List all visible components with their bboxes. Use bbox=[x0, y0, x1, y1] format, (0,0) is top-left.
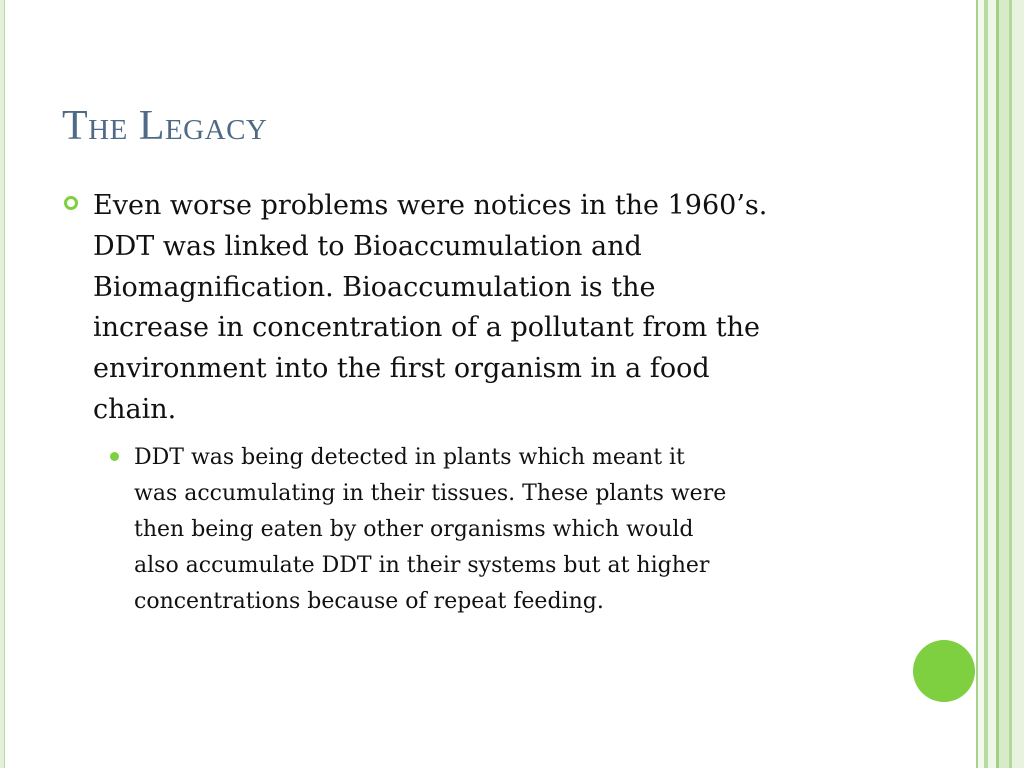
main-bullet-line: DDT was linked to Bioaccumulation and bbox=[93, 230, 642, 262]
main-bullet-line: Biomagnification. Bioaccumulation is the bbox=[93, 271, 656, 303]
sub-bullet-text bbox=[134, 440, 884, 620]
sub-bullet-line: also accumulate DDT in their systems but at higher bbox=[134, 553, 710, 578]
right-stripe-decoration bbox=[988, 0, 996, 768]
main-bullet-line: environment into the first organism in a food bbox=[93, 353, 710, 385]
left-border-decoration bbox=[0, 0, 4, 768]
sub-bullet-line: concentrations because of repeat feeding. bbox=[134, 589, 604, 614]
main-bullet-line: increase in concentration of a pollutant from the bbox=[93, 312, 761, 344]
sub-bullet-line: DDT was being detected in plants which meant it bbox=[134, 445, 685, 470]
main-bullet-line: Even worse problems were notices in the 1960’s. bbox=[93, 190, 768, 221]
right-stripe-decoration bbox=[999, 0, 1009, 768]
dot-bullet-icon bbox=[110, 452, 119, 461]
main-bullet-line: chain. bbox=[93, 393, 177, 425]
sub-bullet-line: was accumulating in their tissues. These plants were bbox=[134, 481, 727, 506]
green-circle-decoration bbox=[913, 640, 975, 702]
slide-title: The Legacy bbox=[62, 103, 268, 149]
main-bullet-text bbox=[93, 186, 883, 431]
ring-bullet-icon bbox=[64, 196, 78, 210]
right-stripe-decoration bbox=[1012, 0, 1024, 768]
sub-bullet-line: then being eaten by other organisms which would bbox=[134, 517, 694, 542]
